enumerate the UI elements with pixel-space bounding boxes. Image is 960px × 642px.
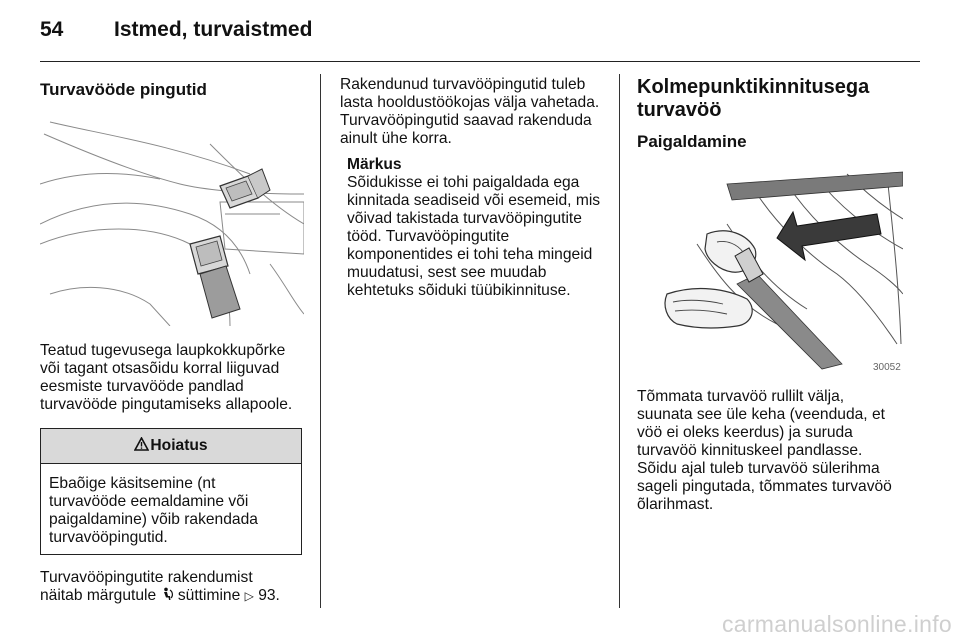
airbag-warning-light-icon [161, 587, 174, 602]
pretensioner-paragraph: Teatud tugevusega laupkokkupõrke või tagant otsasõidu korral liiguvad eesmiste turvavööde pandlad turvavööde pingutamiseks allapoole. [40, 342, 293, 413]
fastening-seatbelt-illustration [637, 164, 903, 376]
page-number: 54 [40, 18, 64, 41]
section-title-pretensioners: Turvavööde pingutid [40, 80, 207, 99]
fitting-paragraph: Tõmmata turvavöö rullilt välja, suunata see üle keha (veenduda, et vöö ei oleks keerdus) ja suruda turvavöö kinnituskeel pandlasse. Sõidu ajal tuleb turvavöö sülerihma sageli pingutada, tõmmates turvavöö õlarihmast. [637, 388, 892, 513]
note-title: Märkus [347, 156, 402, 173]
page-reference-link[interactable]: 93. [258, 587, 280, 604]
three-point-belt-heading: Kolmepunktikinnitusega turvavöö [637, 76, 870, 121]
indicator-paragraph: Turvavööpingutite rakendumist näitab märgutule süttimine ▷ 93. [40, 569, 280, 604]
figure-label: 30052 [873, 362, 901, 373]
warning-box [40, 428, 302, 555]
column-divider-2 [619, 74, 620, 608]
page-header [40, 18, 920, 48]
page-ref-arrow-icon: ▷ [244, 589, 254, 603]
column-middle [340, 76, 606, 300]
pull-direction-arrow-icon [777, 212, 881, 260]
replacement-paragraph: Rakendunud turvavööpingutid tuleb lasta hooldustöökojas välja vahetada. Turvavööpingutid saavad rakenduda ainult ühe korra. [340, 76, 600, 147]
fitting-subheading: Paigaldamine [637, 132, 747, 151]
column-right [637, 70, 907, 514]
warning-header [41, 429, 301, 464]
lower-buckle-icon [190, 236, 240, 318]
column-left [40, 70, 304, 605]
warning-title: Hoiatus [150, 437, 208, 454]
column-divider-1 [320, 74, 321, 608]
belt-webbing-shoulder [727, 172, 903, 200]
seatbelt-buckle-illustration [40, 114, 304, 326]
warning-body: Ebaõige käsitsemine (nt turvavööde eemaldamine või paigaldamine) võib rakendada turvavööpingutid. [49, 475, 258, 546]
hand-left [665, 289, 752, 328]
warning-triangle-icon [134, 437, 149, 451]
note-box [347, 156, 606, 300]
watermark: carmanualsonline.info [721, 611, 952, 637]
header-divider [40, 61, 920, 62]
belt-webbing-lap [737, 274, 842, 369]
page-title: Istmed, turvaistmed [114, 18, 313, 41]
note-body: Sõidukisse ei tohi paigaldada ega kinnitada seadiseid või esemeid, mis võivad takistada turvavööpingutite tööd. Turvavööpingutite komponentides ei tohi teha mingeid muudatusi, sest see muudab kehtetuks sõiduki tüübikinnituse. [347, 174, 601, 299]
